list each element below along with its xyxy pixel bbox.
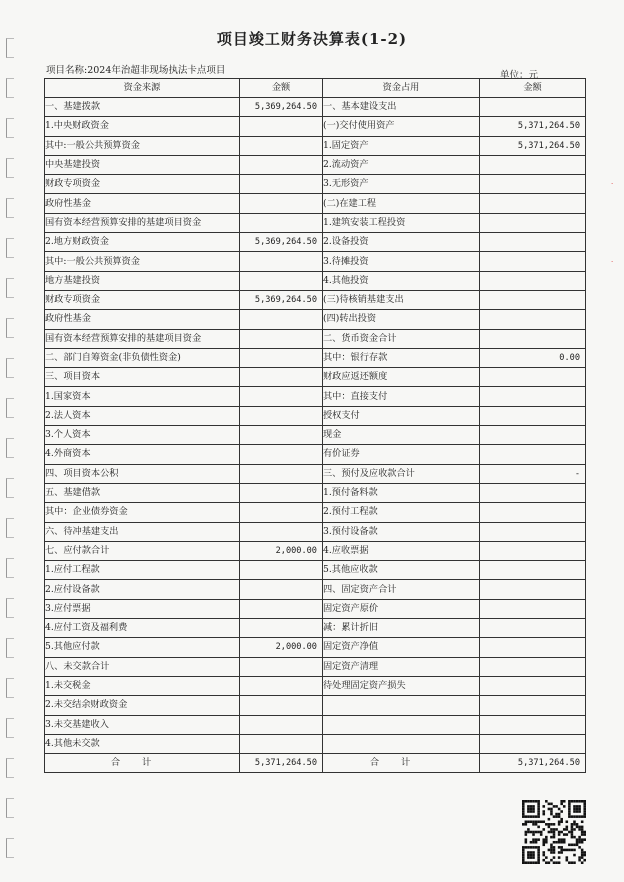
table-row (45, 252, 586, 271)
use-cell: (二)在建工程 (323, 194, 480, 213)
use-amount-cell (480, 290, 586, 309)
use-amount-cell (480, 271, 586, 290)
source-amount-cell (240, 445, 323, 464)
source-cell: 2.地方财政资金 (45, 233, 240, 252)
header-use: 资金占用 (323, 79, 480, 98)
use-cell: 1.预付备料款 (323, 483, 480, 502)
final-accounts-table (44, 78, 586, 773)
source-amount-cell (240, 136, 323, 155)
use-cell: 4.其他投资 (323, 271, 480, 290)
use-amount-cell (480, 657, 586, 676)
source-cell: 4.应付工资及福利费 (45, 619, 240, 638)
use-amount-cell (480, 619, 586, 638)
source-amount-cell (240, 329, 323, 348)
source-amount-cell (240, 676, 323, 695)
source-amount-cell (240, 406, 323, 425)
page-title: 项目竣工财务决算表(1-2) (216, 30, 408, 48)
source-amount-cell (240, 483, 323, 502)
source-amount-cell (240, 426, 323, 445)
source-cell: 财政专项资金 (45, 290, 240, 309)
source-amount-cell (240, 715, 323, 734)
use-amount-cell: - (480, 464, 586, 483)
use-amount-cell (480, 696, 586, 715)
table-row (45, 561, 586, 580)
source-cell: 其中:一般公共预算资金 (45, 252, 240, 271)
use-cell (323, 696, 480, 715)
table-row (45, 657, 586, 676)
use-cell: 3.预付设备款 (323, 522, 480, 541)
use-amount-cell (480, 387, 586, 406)
source-amount-cell (240, 561, 323, 580)
use-cell: 2.预付工程款 (323, 503, 480, 522)
source-cell: 三、项目资本 (45, 368, 240, 387)
use-cell: 三、预付及应收款合计 (323, 464, 480, 483)
total-use-label: 合计 (323, 754, 480, 773)
table-row (45, 271, 586, 290)
source-amount-cell (240, 175, 323, 194)
use-amount-cell (480, 175, 586, 194)
source-cell: 3.未交基建收入 (45, 715, 240, 734)
margin-mark: · (611, 258, 614, 266)
table-row (45, 541, 586, 560)
unit-label: 单位：元 (500, 70, 539, 81)
source-cell: 3.个人资本 (45, 426, 240, 445)
table-row (45, 522, 586, 541)
total-row (45, 754, 586, 773)
source-amount-cell (240, 368, 323, 387)
source-amount-cell (240, 619, 323, 638)
source-cell: 2.法人资本 (45, 406, 240, 425)
use-amount-cell (480, 522, 586, 541)
source-cell: 1.中央财政资金 (45, 117, 240, 136)
use-cell: 固定资产原价 (323, 599, 480, 618)
source-amount-cell (240, 657, 323, 676)
use-amount-cell (480, 310, 586, 329)
source-amount-cell (240, 155, 323, 174)
table-row (45, 464, 586, 483)
table-row (45, 98, 586, 117)
source-cell: 六、待冲基建支出 (45, 522, 240, 541)
source-amount-cell (240, 503, 323, 522)
use-cell: 2.设备投资 (323, 233, 480, 252)
use-amount-cell: 5,371,264.50 (480, 117, 586, 136)
use-amount-cell (480, 406, 586, 425)
use-amount-cell (480, 194, 586, 213)
use-amount-cell: 0.00 (480, 348, 586, 367)
use-amount-cell (480, 213, 586, 232)
source-amount-cell (240, 387, 323, 406)
table-row (45, 619, 586, 638)
table-row (45, 368, 586, 387)
source-cell: 一、基建拨款 (45, 98, 240, 117)
use-amount-cell (480, 561, 586, 580)
use-amount-cell (480, 445, 586, 464)
use-amount-cell (480, 252, 586, 271)
table-row (45, 715, 586, 734)
table-row (45, 638, 586, 657)
table-row (45, 117, 586, 136)
table-row (45, 194, 586, 213)
total-source-amount: 5,371,264.50 (240, 754, 323, 773)
table-row (45, 599, 586, 618)
source-amount-cell (240, 464, 323, 483)
use-cell: 授权支付 (323, 406, 480, 425)
use-cell: 2.流动资产 (323, 155, 480, 174)
use-amount-cell (480, 155, 586, 174)
source-amount-cell: 2,000.00 (240, 541, 323, 560)
table-row (45, 155, 586, 174)
source-cell: 八、未交款合计 (45, 657, 240, 676)
use-cell (323, 715, 480, 734)
source-amount-cell (240, 348, 323, 367)
source-amount-cell: 5,369,264.50 (240, 98, 323, 117)
use-amount-cell (480, 676, 586, 695)
source-amount-cell (240, 252, 323, 271)
use-cell: 减：累计折旧 (323, 619, 480, 638)
use-cell: (一)交付使用资产 (323, 117, 480, 136)
use-amount-cell (480, 329, 586, 348)
table-row (45, 387, 586, 406)
source-cell: 其中:一般公共预算资金 (45, 136, 240, 155)
use-cell: 1.建筑安装工程投资 (323, 213, 480, 232)
margin-mark: · (611, 180, 614, 188)
source-cell: 地方基建投资 (45, 271, 240, 290)
use-amount-cell (480, 426, 586, 445)
source-cell: 五、基建借款 (45, 483, 240, 502)
source-amount-cell (240, 213, 323, 232)
source-amount-cell (240, 580, 323, 599)
table-row (45, 426, 586, 445)
use-cell: 财政应返还额度 (323, 368, 480, 387)
source-cell: 七、应付款合计 (45, 541, 240, 560)
table-row (45, 406, 586, 425)
total-use-amount: 5,371,264.50 (480, 754, 586, 773)
source-amount-cell (240, 271, 323, 290)
source-amount-cell: 5,369,264.50 (240, 233, 323, 252)
use-amount-cell (480, 98, 586, 117)
use-cell: 其中：银行存款 (323, 348, 480, 367)
use-cell: 固定资产清理 (323, 657, 480, 676)
source-cell: 财政专项资金 (45, 175, 240, 194)
use-cell: 其中：直接支付 (323, 387, 480, 406)
use-amount-cell (480, 599, 586, 618)
source-cell: 2.未交结余财政资金 (45, 696, 240, 715)
use-amount-cell (480, 734, 586, 753)
table-row (45, 676, 586, 695)
table-row (45, 136, 586, 155)
total-label: 合计 (45, 754, 240, 773)
source-amount-cell (240, 696, 323, 715)
source-cell: 1.应付工程款 (45, 561, 240, 580)
use-amount-cell (480, 638, 586, 657)
use-amount-cell (480, 503, 586, 522)
use-cell: 现金 (323, 426, 480, 445)
source-amount-cell (240, 599, 323, 618)
source-cell: 四、项目资本公积 (45, 464, 240, 483)
header-source: 资金来源 (45, 79, 240, 98)
source-cell: 1.未交税金 (45, 676, 240, 695)
use-amount-cell (480, 580, 586, 599)
source-cell: 中央基建投资 (45, 155, 240, 174)
source-amount-cell (240, 522, 323, 541)
table-row (45, 445, 586, 464)
source-amount-cell (240, 117, 323, 136)
use-cell (323, 734, 480, 753)
source-cell: 2.应付设备款 (45, 580, 240, 599)
table-row (45, 310, 586, 329)
source-amount-cell (240, 310, 323, 329)
use-amount-cell (480, 233, 586, 252)
use-cell: 3.无形资产 (323, 175, 480, 194)
table-row (45, 483, 586, 502)
table-row (45, 696, 586, 715)
source-cell: 政府性基金 (45, 194, 240, 213)
use-cell: 1.固定资产 (323, 136, 480, 155)
binding-holes (6, 0, 16, 882)
use-cell: 3.待摊投资 (323, 252, 480, 271)
use-amount-cell: 5,371,264.50 (480, 136, 586, 155)
source-cell: 1.国家资本 (45, 387, 240, 406)
use-cell: 有价证券 (323, 445, 480, 464)
source-amount-cell (240, 194, 323, 213)
use-amount-cell (480, 368, 586, 387)
table-row (45, 329, 586, 348)
qr-code (522, 800, 586, 864)
source-cell: 二、部门自筹资金(非负债性资金) (45, 348, 240, 367)
source-cell: 其中：企业债券资金 (45, 503, 240, 522)
source-cell: 国有资本经营预算安排的基建项目资金 (45, 329, 240, 348)
use-cell: (四)转出投资 (323, 310, 480, 329)
use-amount-cell (480, 541, 586, 560)
source-cell: 5.其他应付款 (45, 638, 240, 657)
source-amount-cell: 5,369,264.50 (240, 290, 323, 309)
header-use-amount: 金额 (480, 79, 586, 98)
use-cell: 四、固定资产合计 (323, 580, 480, 599)
source-cell: 4.外商资本 (45, 445, 240, 464)
table-row (45, 233, 586, 252)
source-amount-cell (240, 734, 323, 753)
use-cell: 4.应收票据 (323, 541, 480, 560)
table-row (45, 348, 586, 367)
table-row (45, 175, 586, 194)
use-cell: 一、基本建设支出 (323, 98, 480, 117)
source-amount-cell: 2,000.00 (240, 638, 323, 657)
use-cell: 待处理固定资产损失 (323, 676, 480, 695)
header-amount: 金额 (240, 79, 323, 98)
source-cell: 国有资本经营预算安排的基建项目资金 (45, 213, 240, 232)
source-cell: 政府性基金 (45, 310, 240, 329)
table-row (45, 290, 586, 309)
table-row (45, 734, 586, 753)
table-header-row (45, 79, 586, 98)
use-amount-cell (480, 483, 586, 502)
project-name: 项目名称:2024年治超非现场执法卡点项目 (46, 65, 226, 76)
use-amount-cell (480, 715, 586, 734)
use-cell: 固定资产净值 (323, 638, 480, 657)
use-cell: (三)待核销基建支出 (323, 290, 480, 309)
table-row (45, 213, 586, 232)
source-cell: 4.其他未交款 (45, 734, 240, 753)
use-cell: 5.其他应收款 (323, 561, 480, 580)
source-cell: 3.应付票据 (45, 599, 240, 618)
table-row (45, 580, 586, 599)
use-cell: 二、货币资金合计 (323, 329, 480, 348)
table-row (45, 503, 586, 522)
